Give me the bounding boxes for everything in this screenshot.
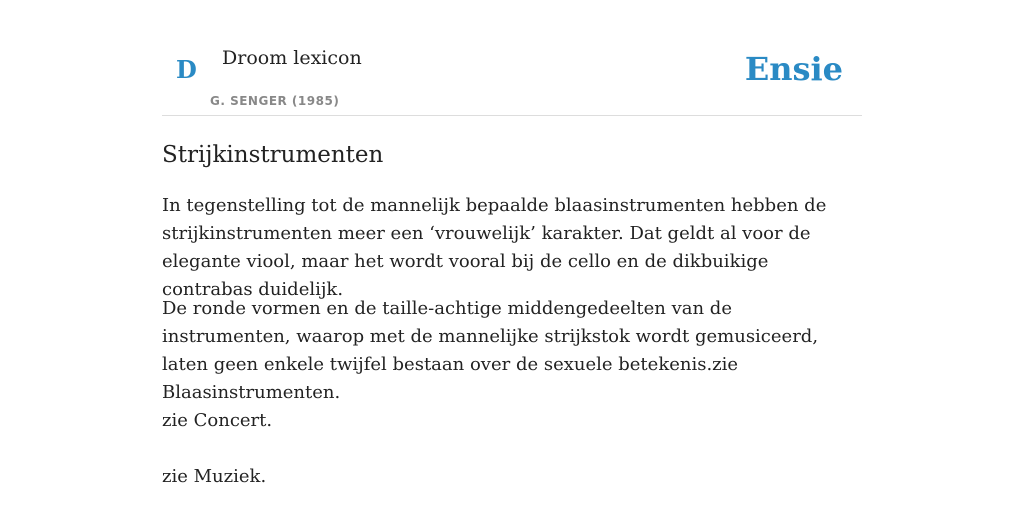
book-header	[162, 0, 862, 116]
see-also-concert-link[interactable]: zie Concert.	[162, 410, 273, 431]
see-also-item	[162, 463, 862, 491]
letter-badge: D	[176, 55, 197, 84]
page-content	[162, 0, 862, 487]
book-author: G. SENGER (1985)	[210, 94, 340, 108]
entry-paragraph: In tegenstelling tot de mannelijk bepaalde blaasinstrumenten hebben de strijkinstrumenten meer een ‘vrouwelijk’ karakter. Dat geldt al voor de elegante viool, maar het wordt vooral bij de cello en de dikbuikige contrabas duidelijk.	[162, 195, 827, 300]
see-also-muziek-link[interactable]: zie Muziek.	[162, 466, 267, 487]
entry-paragraph: De ronde vormen en de taille-achtige middengedeelten van de instrumenten, waarop met de mannelijke strijkstok wordt gemusiceerd, laten geen enkele twijfel bestaan over de sexuele betekenis.zie Blaasinstrumenten.	[162, 298, 819, 403]
entry-title: Strijkinstrumenten	[162, 142, 384, 168]
brand-logo-link[interactable]: Ensie	[744, 50, 843, 88]
book-title-link[interactable]: Droom lexicon	[222, 47, 362, 69]
see-also-item	[162, 407, 862, 435]
